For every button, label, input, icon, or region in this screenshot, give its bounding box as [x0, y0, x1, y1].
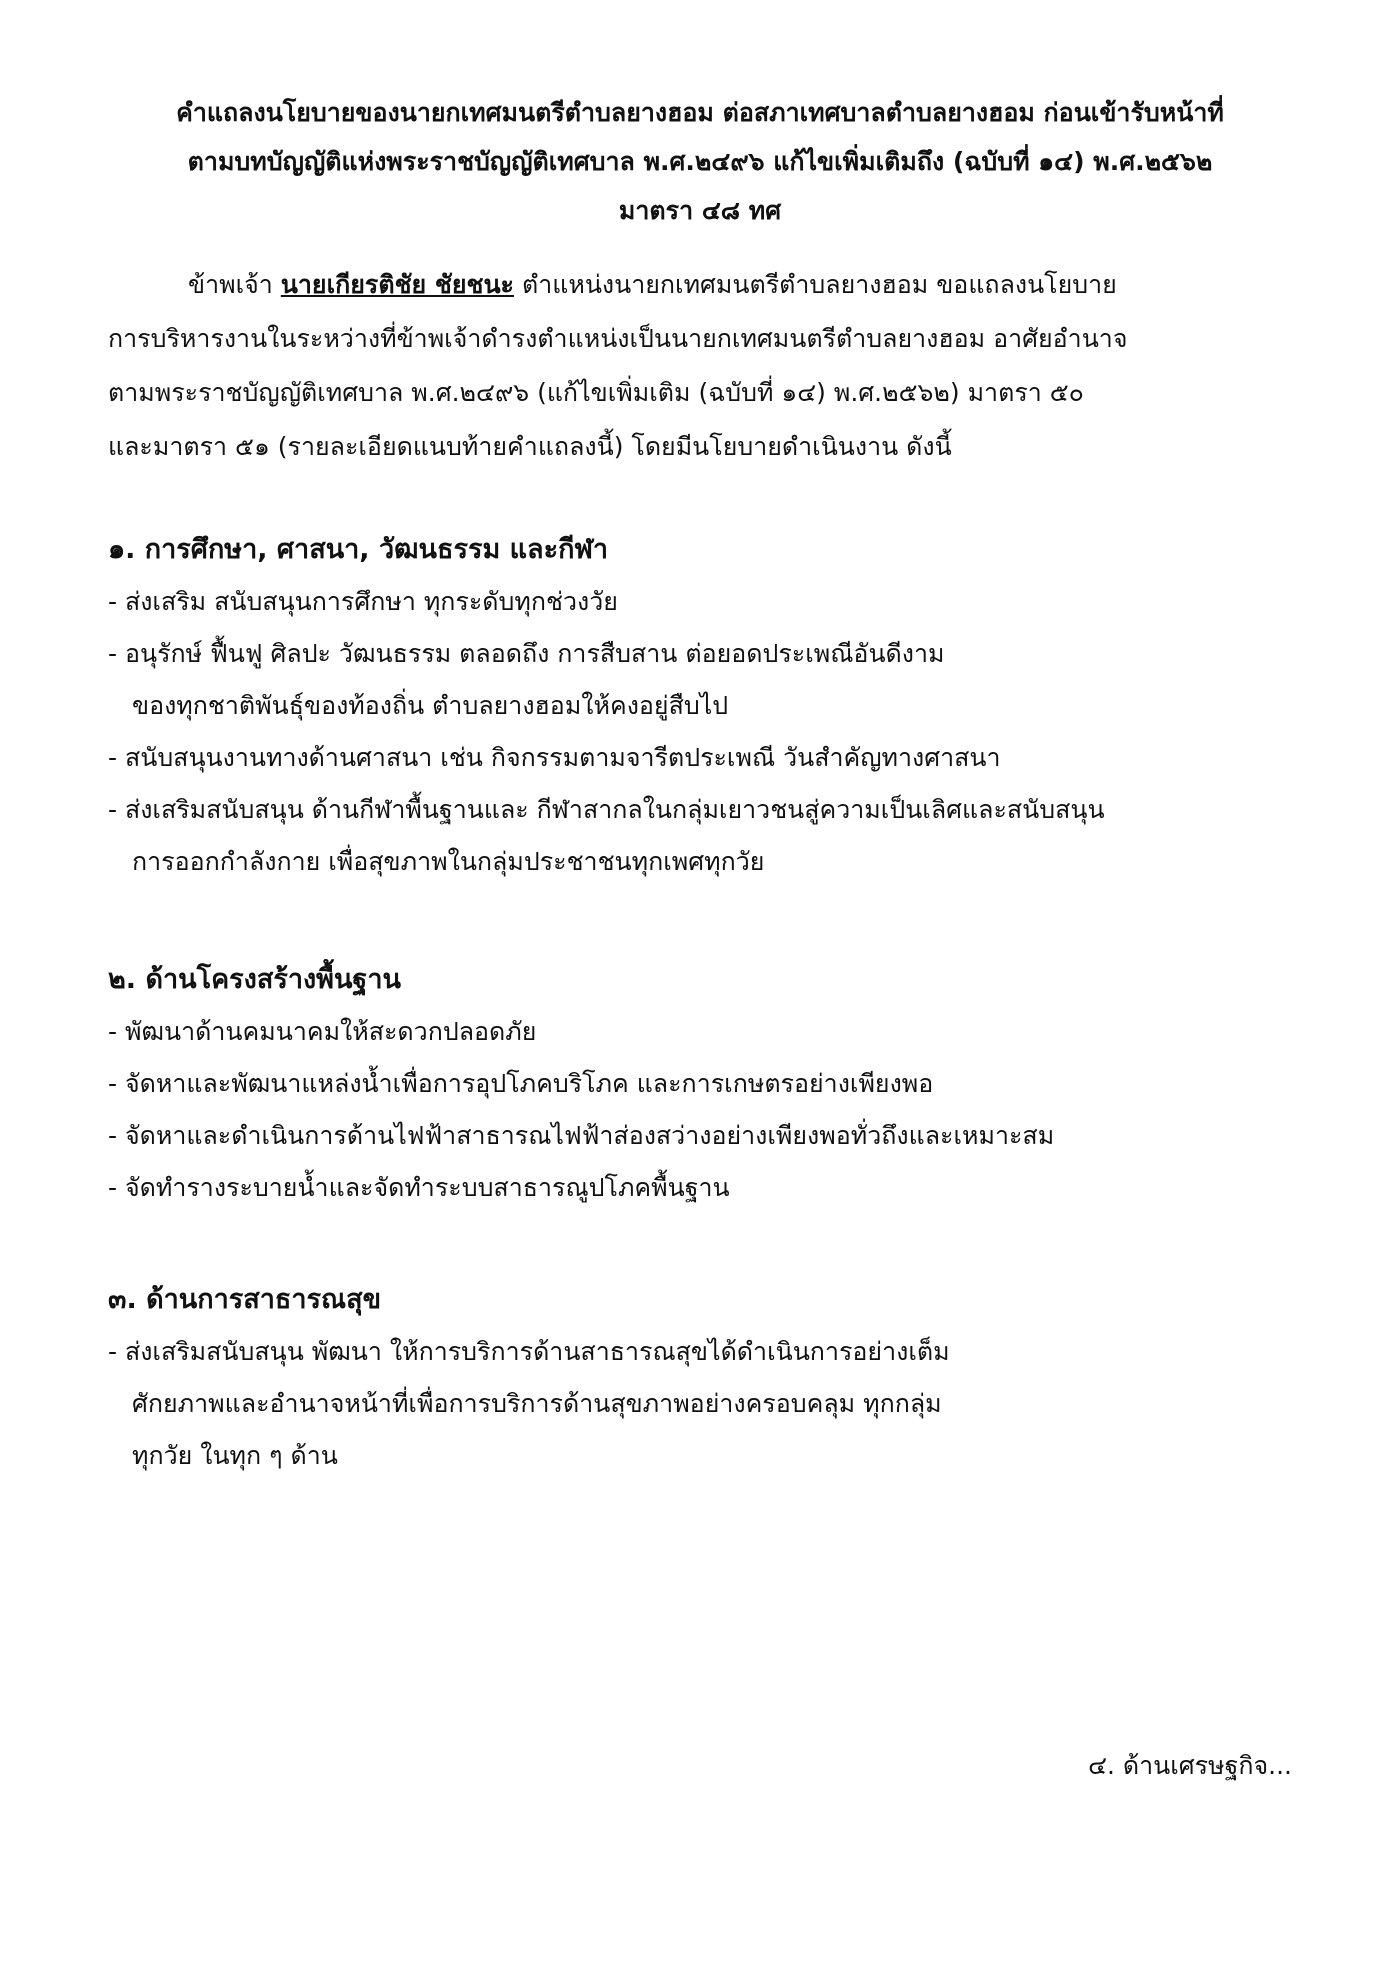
- section-heading: ๑. การศึกษา, ศาสนา, วัฒนธรรม และกีฬา: [108, 534, 609, 565]
- title-line-3: มาตรา ๔๘ ทศ: [618, 196, 782, 225]
- list-item: [108, 1110, 1298, 1162]
- item-line: - จัดหาและดำเนินการด้านไฟฟ้าสาธารณไฟฟ้าส่องสว่างอย่างเพียงพอทั่วถึงและเหมาะสม: [108, 1121, 1055, 1150]
- section-education-religion-culture-sports: [108, 524, 1298, 888]
- intro-prefix: ข้าพเจ้า: [188, 270, 273, 299]
- item-line: ทุกวัย ในทุก ๆ ด้าน: [132, 1441, 338, 1470]
- intro-paragraph: [108, 258, 1298, 474]
- item-line: ของทุกชาติพันธุ์ของท้องถิ่น ตำบลยางฮอมให้คงอยู่สืบไป: [132, 691, 729, 720]
- section-public-health: [108, 1274, 1298, 1482]
- intro-line-1-rest: ตำแหน่งนายกเทศมนตรีตำบลยางฮอม ขอแถลงนโยบาย: [521, 270, 1117, 299]
- intro-line-4: และมาตรา ๕๑ (รายละเอียดแนบท้ายคำแถลงนี้) โดยมีนโยบายดำเนินงาน ดังนี้: [108, 432, 952, 461]
- list-item: [108, 1058, 1298, 1110]
- item-line: - ส่งเสริม สนับสนุนการศึกษา ทุกระดับทุกช่วงวัย: [108, 587, 618, 616]
- intro-line-3: ตามพระราชบัญญัติเทศบาล พ.ศ.๒๔๙๖ (แก้ไขเพิ่มเติม (ฉบับที่ ๑๔) พ.ศ.๒๕๖๒) มาตรา ๕๐: [108, 378, 1084, 407]
- title-line-2: ตามบทบัญญัติแห่งพระราชบัญญัติเทศบาล พ.ศ.๒๔๙๖ แก้ไขเพิ่มเติมถึง (ฉบับที่ ๑๔) พ.ศ.๒๕๖๒: [187, 147, 1213, 176]
- intro-line-2: การบริหารงานในระหว่างที่ข้าพเจ้าดำรงตำแหน่งเป็นนายกเทศมนตรีตำบลยางฮอม อาศัยอำนาจ: [108, 324, 1128, 353]
- next-page-continuation: ๔. ด้านเศรษฐกิจ...: [1088, 1751, 1292, 1780]
- document-title: [130, 88, 1270, 235]
- item-line: - ส่งเสริมสนับสนุน พัฒนา ให้การบริการด้านสาธารณสุขได้ดำเนินการอย่างเต็ม: [108, 1337, 950, 1366]
- list-item: [108, 1326, 1298, 1482]
- item-line: การออกกำลังกาย เพื่อสุขภาพในกลุ่มประชาชนทุกเพศทุกวัย: [132, 847, 765, 876]
- list-item: [108, 1162, 1298, 1214]
- list-item: [108, 1006, 1298, 1058]
- section-heading: ๓. ด้านการสาธารณสุข: [108, 1284, 382, 1315]
- list-item: [108, 576, 1298, 628]
- list-item: [108, 628, 1298, 732]
- list-item: [108, 732, 1298, 784]
- section-heading: ๒. ด้านโครงสร้างพื้นฐาน: [108, 964, 401, 995]
- list-item: [108, 784, 1298, 888]
- item-line: - พัฒนาด้านคมนาคมให้สะดวกปลอดภัย: [108, 1017, 537, 1046]
- intro-line-1: [108, 258, 1298, 312]
- item-line: - สนับสนุนงานทางด้านศาสนา เช่น กิจกรรมตามจารีตประเพณี วันสำคัญทางศาสนา: [108, 743, 1001, 772]
- item-line: - จัดทำรางระบายน้ำและจัดทำระบบสาธารณูปโภคพื้นฐาน: [108, 1173, 730, 1202]
- item-line: - อนุรักษ์ ฟื้นฟู ศิลปะ วัฒนธรรม ตลอดถึง การสืบสาน ต่อยอดประเพณีอันดีงาม: [108, 639, 945, 668]
- mayor-name: นายเกียรติชัย ชัยชนะ: [280, 270, 514, 299]
- item-line: - ส่งเสริมสนับสนุน ด้านกีฬาพื้นฐานและ กีฬาสากลในกลุ่มเยาวชนสู่ความเป็นเลิศและสนับสนุน: [108, 795, 1105, 824]
- section-infrastructure: [108, 954, 1298, 1214]
- item-line: ศักยภาพและอำนาจหน้าที่เพื่อการบริการด้านสุขภาพอย่างครอบคลุม ทุกกลุ่ม: [132, 1389, 942, 1418]
- item-line: - จัดหาและพัฒนาแหล่งน้ำเพื่อการอุปโภคบริโภค และการเกษตรอย่างเพียงพอ: [108, 1069, 934, 1098]
- title-line-1: คำแถลงนโยบายของนายกเทศมนตรีตำบลยางฮอม ต่อสภาเทศบาลตำบลยางฮอม ก่อนเข้ารับหน้าที่: [176, 98, 1224, 127]
